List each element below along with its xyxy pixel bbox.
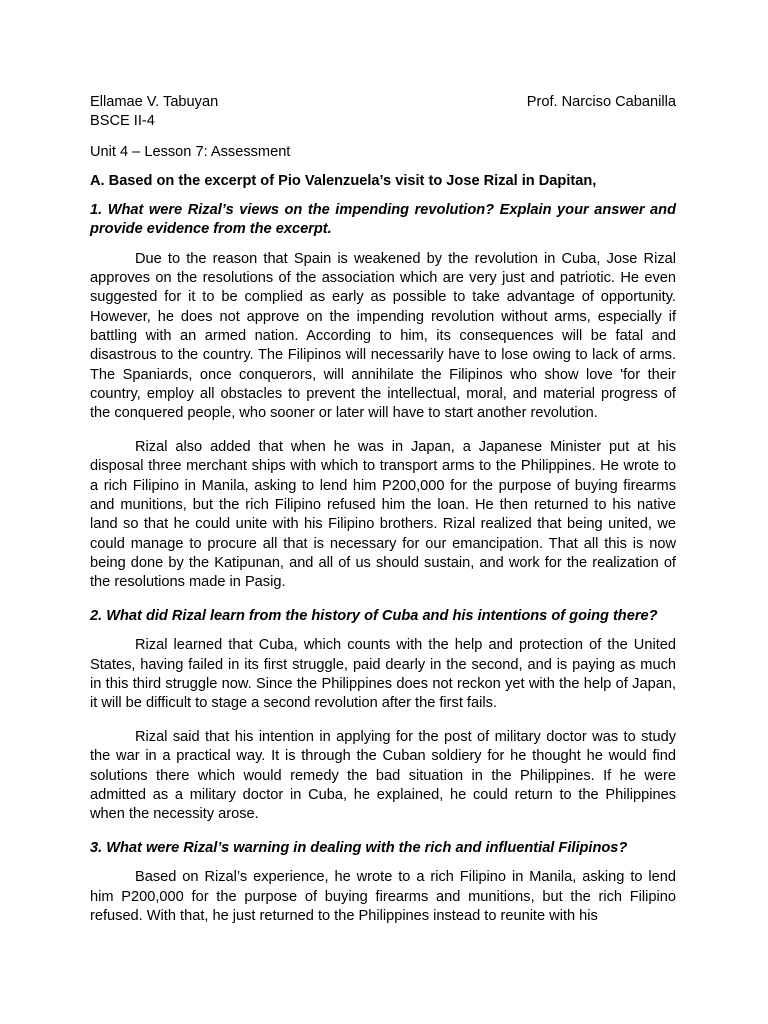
header-row bbox=[90, 93, 676, 112]
professor-name: Prof. Narciso Cabanilla bbox=[526, 94, 676, 110]
answer-3-paragraph-1: Based on Rizal’s experience, he wrote to a rich Filipino in Manila, asking to lend him P200,000 for the purpose of buying firearms and munitions, but the rich Filipino refused. With that, he just returned to the Philippines instead to reunite with his bbox=[90, 869, 676, 925]
answer-2-paragraph-2: Rizal said that his intention in applying for the post of military doctor was to study the war in a practical way. It is through the Cuban soldiery for he thought he would find solutions there which would remedy the bad situation in the Philippines. If he were admitted as a military doctor in Cuba, he explained, he could return to the Philippines when the necessity arose. bbox=[90, 729, 676, 823]
answer-1-paragraph-2: Rizal also added that when he was in Japan, a Japanese Minister put at his disposal three merchant ships with which to transport arms to the Philippines. He wrote to a rich Filipino in Manila, asking to lend him P200,000 for the purpose of buying firearms and munitions, but the rich Filipino refused him the loan. He then returned to his native land so that he could unite with his Filipino brothers. Rizal realized that being united, we could manage to procure all that is necessary for our emancipation. That all this is now being done by the Katipunan, and all of us should sustain, and work for the realization of the resolutions made in Pasig. bbox=[90, 439, 676, 591]
lesson-title: Unit 4 – Lesson 7: Assessment bbox=[90, 143, 291, 160]
student-name: Ellamae V. Tabuyan bbox=[90, 94, 219, 110]
part-a-heading: A. Based on the excerpt of Pio Valenzuela’s visit to Jose Rizal in Dapitan, bbox=[90, 172, 597, 189]
question-3: 3. What were Rizal’s warning in dealing with the rich and influential Filipinos? bbox=[90, 840, 628, 857]
question-2: 2. What did Rizal learn from the history of Cuba and his intentions of going there? bbox=[90, 608, 658, 625]
answer-1-paragraph-1: Due to the reason that Spain is weakened by the revolution in Cuba, Jose Rizal approves on the resolutions of the association which are very just and patriotic. He even suggested for it to be complied as early as possible to take advantage of opportunity. However, he does not approve on the impending revolution without arms, especially if battling with an armed nation. According to him, its consequences will be fatal and disastrous to the country. The Filipinos will necessarily have to lose owing to lack of arms. The Spaniards, once conquerors, will annihilate the Filipinos who show love 'for their country, employ all obstacles to prevent the intellectual, moral, and material progress of the conquered people, who sooner or later will have to start another revolution. bbox=[90, 250, 676, 422]
document-body bbox=[90, 93, 676, 941]
question-1: 1. What were Rizal’s views on the impending revolution? Explain your answer and provide evidence from the excerpt. bbox=[90, 202, 676, 238]
answer-2-paragraph-1: Rizal learned that Cuba, which counts with the help and protection of the United States, having failed in its first struggle, paid dearly in the second, and is paying as much in this third struggle now. Since the Philippines does not reckon yet with the help of Japan, it will be difficult to stage a second revolution after the first fails. bbox=[90, 637, 676, 712]
section-label: BSCE II-4 bbox=[90, 113, 155, 130]
